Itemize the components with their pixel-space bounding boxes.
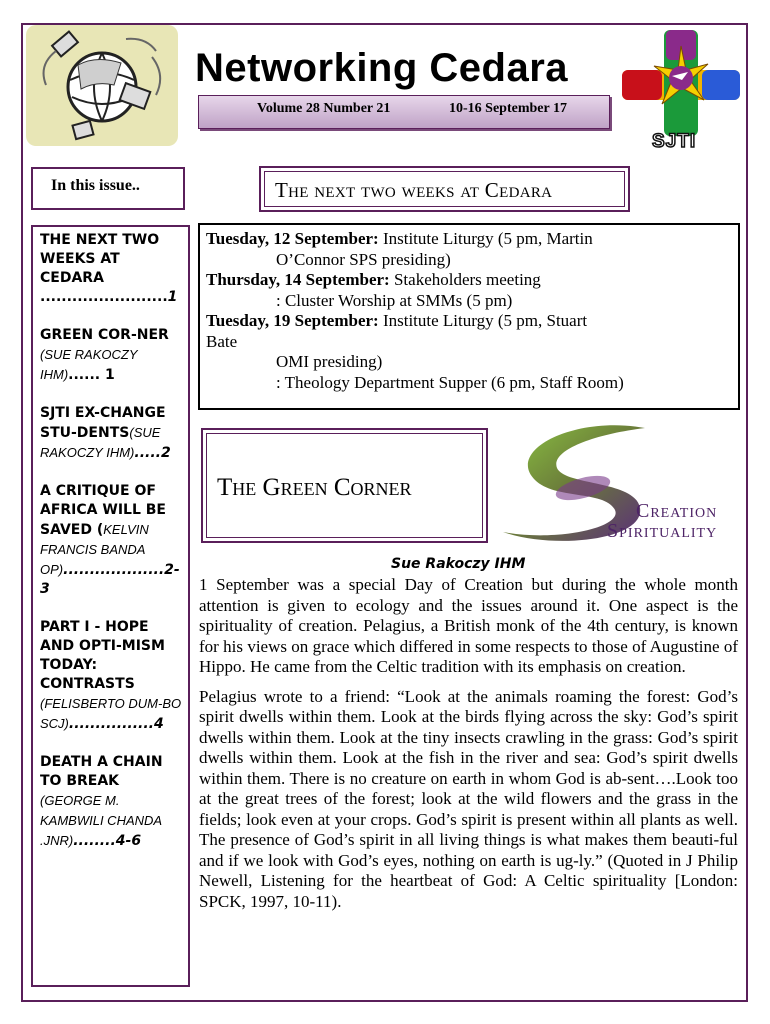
schedule-line: Bate: [206, 331, 238, 351]
next-two-weeks-heading-box: [259, 166, 630, 212]
next-two-weeks-heading: The next two weeks at Cedara: [275, 178, 553, 202]
newsletter-logo: [26, 25, 178, 146]
green-corner-heading: The Green Corner: [217, 474, 412, 501]
creation-logo-line1: Creation: [636, 500, 718, 522]
satellite-globe-icon: [26, 25, 178, 146]
schedule-line: O’Connor SPS presiding): [276, 249, 451, 269]
masthead-title: Networking Cedara: [195, 46, 569, 90]
green-corner-article: [199, 575, 738, 921]
volume-number: Volume 28 Number 21: [257, 101, 391, 116]
in-this-issue-label: In this issue..: [51, 177, 140, 194]
schedule-line: : Cluster Worship at SMMs (5 pm): [276, 290, 513, 310]
creation-logo-line2: Spirituality: [607, 520, 718, 542]
toc-item[interactable]: SJTI EX-CHANGE STU-DENTS(SUE RAKOCZY IHM).....2: [40, 405, 171, 461]
toc-item[interactable]: A CRITIQUE OF AFRICA WILL BE SAVED (KELVIN FRANCIS BANDA OP)...................2-3: [40, 483, 180, 597]
schedule-box: [198, 223, 740, 410]
issue-dates: 10-16 September 17: [449, 101, 567, 116]
article-paragraph: 1 September was a special Day of Creation but during the whole month attention is given to ecology and the issues around it. One aspect is the spirituality of creation. Pelagius, a British monk of the 4th century, is known for his views on grace which differed in some respects to those of Augustine of Hippo. He came from the Celtic tradition with its emphasis on creation.: [199, 575, 738, 676]
table-of-contents: [31, 225, 190, 987]
toc-item[interactable]: DEATH A CHAIN TO BREAK (GEORGE M. KAMBWILI CHANDA .JNR)........4-6: [40, 754, 163, 849]
toc-item[interactable]: THE NEXT TWO WEEKS AT CEDARA ........................1: [40, 232, 178, 305]
schedule-line: Tuesday, 12 September: Institute Liturgy (5 pm, Martin: [206, 229, 593, 248]
toc-item[interactable]: PART I - HOPE AND OPTI-MISM TODAY: CONTRASTS (FELISBERTO DUM-BO SCJ)................4: [40, 619, 182, 732]
article-byline: Sue Rakoczy IHM: [391, 556, 526, 572]
schedule-line: Tuesday, 19 September: Institute Liturgy (5 pm, Stuart: [206, 311, 588, 330]
schedule-line: : Theology Department Supper (6 pm, Staff Room): [276, 372, 624, 392]
volume-bar: [198, 95, 610, 129]
green-corner-heading-box: [201, 428, 488, 543]
toc-item[interactable]: GREEN COR-NER (SUE RAKOCZY IHM)...... 1: [40, 327, 169, 383]
article-paragraph: Pelagius wrote to a friend: “Look at the animals roaming the forest: God’s spirit dwells within them. Look at the birds flying across the sky: God’s spirit dwells within them. Look at the tiny insects crawling in the grass: God’s spirit dwells within them. Look at the fish in the river and sea: God’s spirit dwells within them. There is no creature on earth in whom God is ab-sent….Look too at the great trees of the forest; look at the wild flowers and the grass in the fields; look even at your crops. God’s spirit is present within all plants as well. The presence of God’s spirit in all living things is what makes them beauti-ful and if we look with God’s eyes, nothing on earth is ug-ly.” (Quoted in J Philip Newell, Listening for the heartbeat of God: A Celtic spirituality [London: SPCK, 1997, 10-11).: [199, 686, 738, 911]
schedule-line: Thursday, 14 September: Stakeholders meeting: [206, 270, 541, 289]
in-this-issue-box: [31, 167, 185, 210]
sjti-logo-text: SJTI: [652, 131, 697, 152]
schedule-line: OMI presiding): [276, 352, 383, 371]
